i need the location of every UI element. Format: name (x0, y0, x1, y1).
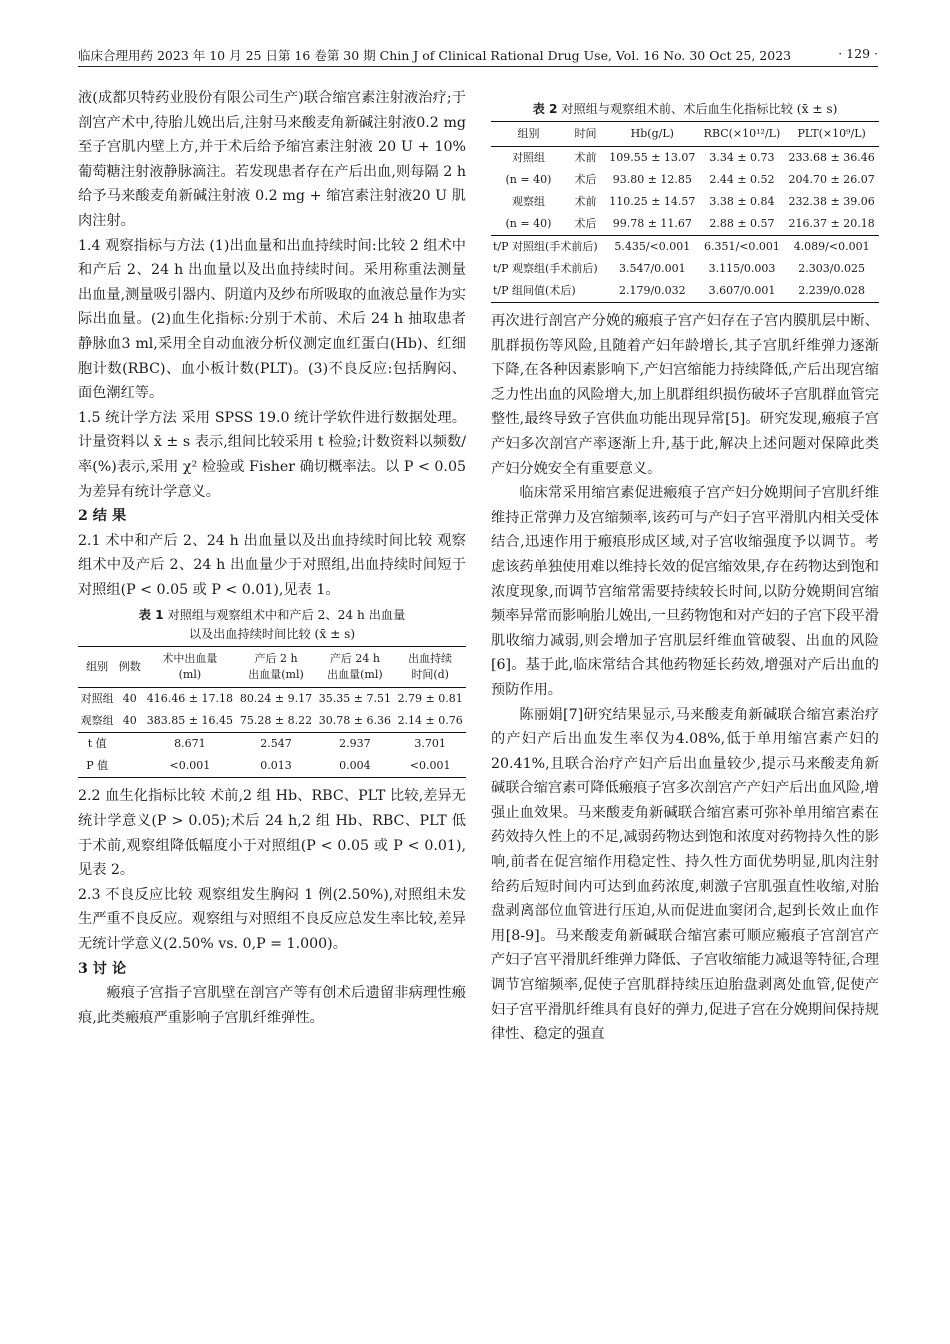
table-cell: 99.78 ± 11.67 (612, 217, 692, 230)
table-cell: 3.607/0.001 (708, 284, 776, 297)
table1-title-line2: 以及出血持续时间比较 (x̄ ± s) (188, 627, 356, 642)
table-cell: t/P 组间值(术后) (493, 284, 576, 297)
table2-label: 表 2 (532, 102, 558, 116)
table-cell: t/P 观察组(手术前后) (493, 262, 598, 275)
table-header-cell: 出血持续 时间(d) (394, 647, 466, 688)
table-cell: 8.671 (143, 733, 236, 756)
section-1-5: 1.5 统计学方法 采用 SPSS 19.0 统计学软件进行数据处理。计量资料以 x̄ ± s 表示,组间比较采用 t 检验;计数资料以频数/率(%)表示,采用 χ² 检验或 Fisher 确切概率法。以 P < 0.05 为差异有统计学意义。 (78, 409, 466, 500)
table-header-cell: PLT(×10⁹/L) (784, 122, 879, 147)
table2 (491, 121, 879, 303)
section-2-2: 2.2 血生化指标比较 术前,2 组 Hb、RBC、PLT 比较,差异无统计学意义(P > 0.05);术后 24 h,2 组 Hb、RBC、PLT 低于术前,观察组降低幅度小于对照组(P < 0.05 或 P < 0.01),见表 2。 (78, 788, 466, 879)
table-cell: 30.78 ± 6.36 (318, 714, 391, 728)
table1-caption (78, 606, 466, 644)
table-cell: (n = 40) (505, 173, 552, 186)
paragraph: 临床常采用缩宫素促进瘢痕子宫产妇分娩期间子宫肌纤维维持正常弹力及宫缩频率,该药可与产妇子宫平滑肌内相关受体结合,迅速作用于瘢痕形成区域,对子宫收缩强度予以调节。考虑该药单独使用难以维持长效的促宫缩效果,存在药物达到饱和浓度现象,而调节宫缩常需要持续较长时间,以防分娩期间宫缩频率异常而影响胎儿娩出,一旦药物饱和对产妇的子宫下段平滑肌收缩力减弱,则会增加子宫肌层纤维血管破裂、出血的风险[6]。基于此,临床常结合其他药物延长药效,增强对产后出血的预防作用。 (491, 485, 879, 698)
table-cell (116, 733, 143, 756)
table-cell: 3.701 (394, 733, 466, 756)
table-row (78, 733, 466, 756)
table-cell: 109.55 ± 13.07 (609, 151, 696, 164)
table-cell: 术前 (574, 195, 597, 208)
table-header-cell: 产后 24 h 出血量(ml) (315, 647, 394, 688)
paragraph: 陈丽娟[7]研究结果显示,马来酸麦角新碱联合缩宫素治疗的产妇产后出血发生率仅为4.08%,低于单用缩宫素产妇的 20.41%,且联合治疗产妇产后出血量较少,提示马来酸麦角新碱联合缩宫素可降低瘢痕子宫多次剖宫产产妇产后出血风险,增强止血效果。马来酸麦角新碱联合缩宫素可弥补单用缩宫素在药效持久性上的不足,减弱药物达到饱和浓度对药物持久性的影响,前者在促宫缩作用稳定性、持久性方面优势明显,肌肉注射给药后短时间内可达到血药浓度,刺激子宫肌强直性收缩,对胎盘剥离部位血管进行压迫,从而促进血窦闭合,起到长效止血作用[8-9]。马来酸麦角新碱联合缩宫素可顺应瘢痕子宫剖宫产产妇子宫平滑肌纤维弹力降低、子宫收缩能力减退等特征,合理调节宫缩频率,促使子宫肌群持续压迫胎盘剥离处血管,促使产妇子宫平滑肌纤维具有良好的弹力,促进子宫在分娩期间保持规律性、稳定的强直 (491, 706, 879, 1043)
table-cell: 75.28 ± 8.22 (239, 714, 313, 728)
table-cell: 93.80 ± 12.85 (612, 173, 692, 186)
table-header-cell: 组别 (491, 122, 566, 147)
table-cell: 观察组 (511, 195, 545, 208)
table-cell: 2.79 ± 0.81 (397, 692, 463, 706)
table-row (491, 191, 879, 213)
table-row (491, 213, 879, 236)
paragraph: 瘢痕子宫指子宫肌壁在剖宫产等有创术后遗留非病理性瘢痕,此类瘢痕严重影响子宫肌纤维弹性。 (78, 985, 466, 1026)
right-column (491, 100, 879, 1047)
table-cell: 6.351/<0.001 (700, 236, 785, 259)
table-cell: 383.85 ± 16.45 (146, 714, 233, 728)
table-row (491, 147, 879, 170)
table2-title: 对照组与观察组术前、术后血生化指标比较 (x̄ ± s) (561, 102, 838, 116)
table-cell: 216.37 ± 20.18 (788, 217, 875, 230)
table-cell: 2.44 ± 0.52 (709, 173, 775, 186)
journal-info: 临床合理用药 2023 年 10 月 25 日第 16 卷第 30 期 Chin J of Clinical Rational Drug Use, Vol. 16 No. 30 Oct 25, 2023 (78, 48, 792, 63)
table1-label: 表 1 (138, 608, 164, 623)
paragraph: 再次进行剖宫产分娩的瘢痕子宫产妇存在子宫内膜肌层中断、肌群损伤等风险,且随着产妇年龄增长,其子宫肌纤维弹力逐渐下降,在各种因素影响下,产妇宫缩能力持续降低,产后出现宫缩乏力性出血的风险增大,加上肌群组织损伤破坏子宫肌群血管完整性,最终导致子宫供血功能出现异常[5]。研究发现,瘢痕子宫产妇多次剖宫产率逐渐上升,基于此,解决上述问题对保障此类产妇分娩安全有重要意义。 (491, 313, 879, 477)
table-header-cell: 术中出血量 (ml) (143, 647, 236, 688)
table-cell: 40 (122, 692, 137, 706)
table-cell: 2.179/0.032 (618, 284, 686, 297)
table-cell: 0.013 (260, 759, 292, 773)
page-number: · 129 · (838, 46, 878, 61)
table-cell: 对照组 (511, 151, 545, 164)
table-header-cell: 组别 (78, 647, 116, 688)
table-cell: 3.38 ± 0.84 (709, 195, 775, 208)
table-cell: 204.70 ± 26.07 (788, 173, 875, 186)
table-cell: 3.34 ± 0.73 (709, 151, 775, 164)
table-cell: 2.303/0.025 (798, 262, 865, 275)
table-header-cell: 产后 2 h 出血量(ml) (237, 647, 316, 688)
table-row (78, 710, 466, 733)
table-cell: 80.24 ± 9.17 (239, 692, 313, 706)
table-header-cell: RBC(×10¹²/L) (700, 122, 785, 147)
table-cell: P 值 (86, 759, 109, 773)
table-cell: 5.435/<0.001 (605, 236, 700, 259)
running-header (78, 42, 878, 67)
table-cell: <0.001 (169, 759, 211, 773)
table-header-cell: Hb(g/L) (605, 122, 700, 147)
section-heading-discussion: 3 讨 论 (78, 960, 127, 977)
table-cell: 3.115/0.003 (708, 262, 776, 275)
table-cell: 2.547 (237, 733, 316, 756)
table-header-cell: 例数 (116, 647, 143, 688)
table-cell: t 值 (78, 733, 116, 756)
table1 (78, 646, 466, 778)
table-stat-row (491, 280, 879, 303)
section-heading-results: 2 结 果 (78, 508, 127, 525)
table-cell: <0.001 (409, 759, 451, 773)
table-cell: 0.004 (339, 759, 371, 773)
table-row (78, 688, 466, 711)
table-cell: 4.089/<0.001 (784, 236, 879, 259)
table-stat-row (491, 236, 879, 259)
table-cell: (n = 40) (505, 217, 552, 230)
table-cell: 2.88 ± 0.57 (709, 217, 775, 230)
table-row (491, 169, 879, 191)
section-2-1: 2.1 术中和产后 2、24 h 出血量以及出血持续时间比较 观察组术中及产后 2、24 h 出血量少于对照组,出血持续时间短于对照组(P < 0.05 或 P < 0.01),见表 1。 (78, 532, 466, 598)
left-column (78, 86, 466, 1030)
table-cell: 110.25 ± 14.57 (609, 195, 696, 208)
table-cell (116, 755, 143, 778)
table-cell: 3.547/0.001 (618, 262, 686, 275)
table-cell: 观察组 (80, 714, 114, 728)
table-cell: 术后 (574, 173, 597, 186)
table-cell: 2.239/0.028 (798, 284, 865, 297)
table-cell: 416.46 ± 17.18 (146, 692, 233, 706)
table-cell: 2.937 (315, 733, 394, 756)
table1-title-line1: 对照组与观察组术中和产后 2、24 h 出血量 (167, 608, 406, 623)
section-1-4: 1.4 观察指标与方法 (1)出血量和出血持续时间:比较 2 组术中和产后 2、24 h 出血量以及出血持续时间。采用称重法测量出血量,测量吸引器内、阴道内及纱布所吸取的血液总量作为实际出血量。(2)血生化指标:分别于术前、术后 24 h 抽取患者静脉血3 ml,采用全自动血液分析仪测定血红蛋白(Hb)、红细胞计数(RBC)、血小板计数(PLT)。(3)不良反应:包括胸闷、面色潮红等。 (78, 237, 466, 402)
table-header-cell: 时间 (566, 122, 605, 147)
table-cell: 40 (122, 714, 137, 728)
table-row (78, 755, 466, 778)
table-cell: 35.35 ± 7.51 (318, 692, 391, 706)
table-cell: 术前 (574, 151, 597, 164)
table-cell: 232.38 ± 39.06 (788, 195, 875, 208)
table-cell: 2.14 ± 0.76 (397, 714, 463, 728)
table-cell: 233.68 ± 36.46 (788, 151, 875, 164)
paragraph: 液(成都贝特药业股份有限公司生产)联合缩宫素注射液治疗;于剖宫产术中,待胎儿娩出后,注射马来酸麦角新碱注射液0.2 mg 至子宫肌内壁上方,并于术后给予缩宫素注射液 20 U + 10% 葡萄糖注射液静脉滴注。若发现患者存在产后出血,则每隔 2 h 给予马来酸麦角新碱注射液 0.2 mg + 缩宫素注射液20 U 肌肉注射。 (78, 90, 466, 229)
table-cell: t/P 对照组(手术前后) (491, 236, 605, 259)
table-stat-row (491, 258, 879, 280)
table-cell: 术后 (574, 217, 597, 230)
table2-caption (491, 100, 879, 119)
table-cell: 对照组 (80, 692, 114, 706)
section-2-3: 2.3 不良反应比较 观察组发生胸闷 1 例(2.50%),对照组未发生严重不良反应。观察组与对照组不良反应总发生率比较,差异无统计学意义(2.50% vs. 0,P = 1.000)。 (78, 886, 466, 953)
